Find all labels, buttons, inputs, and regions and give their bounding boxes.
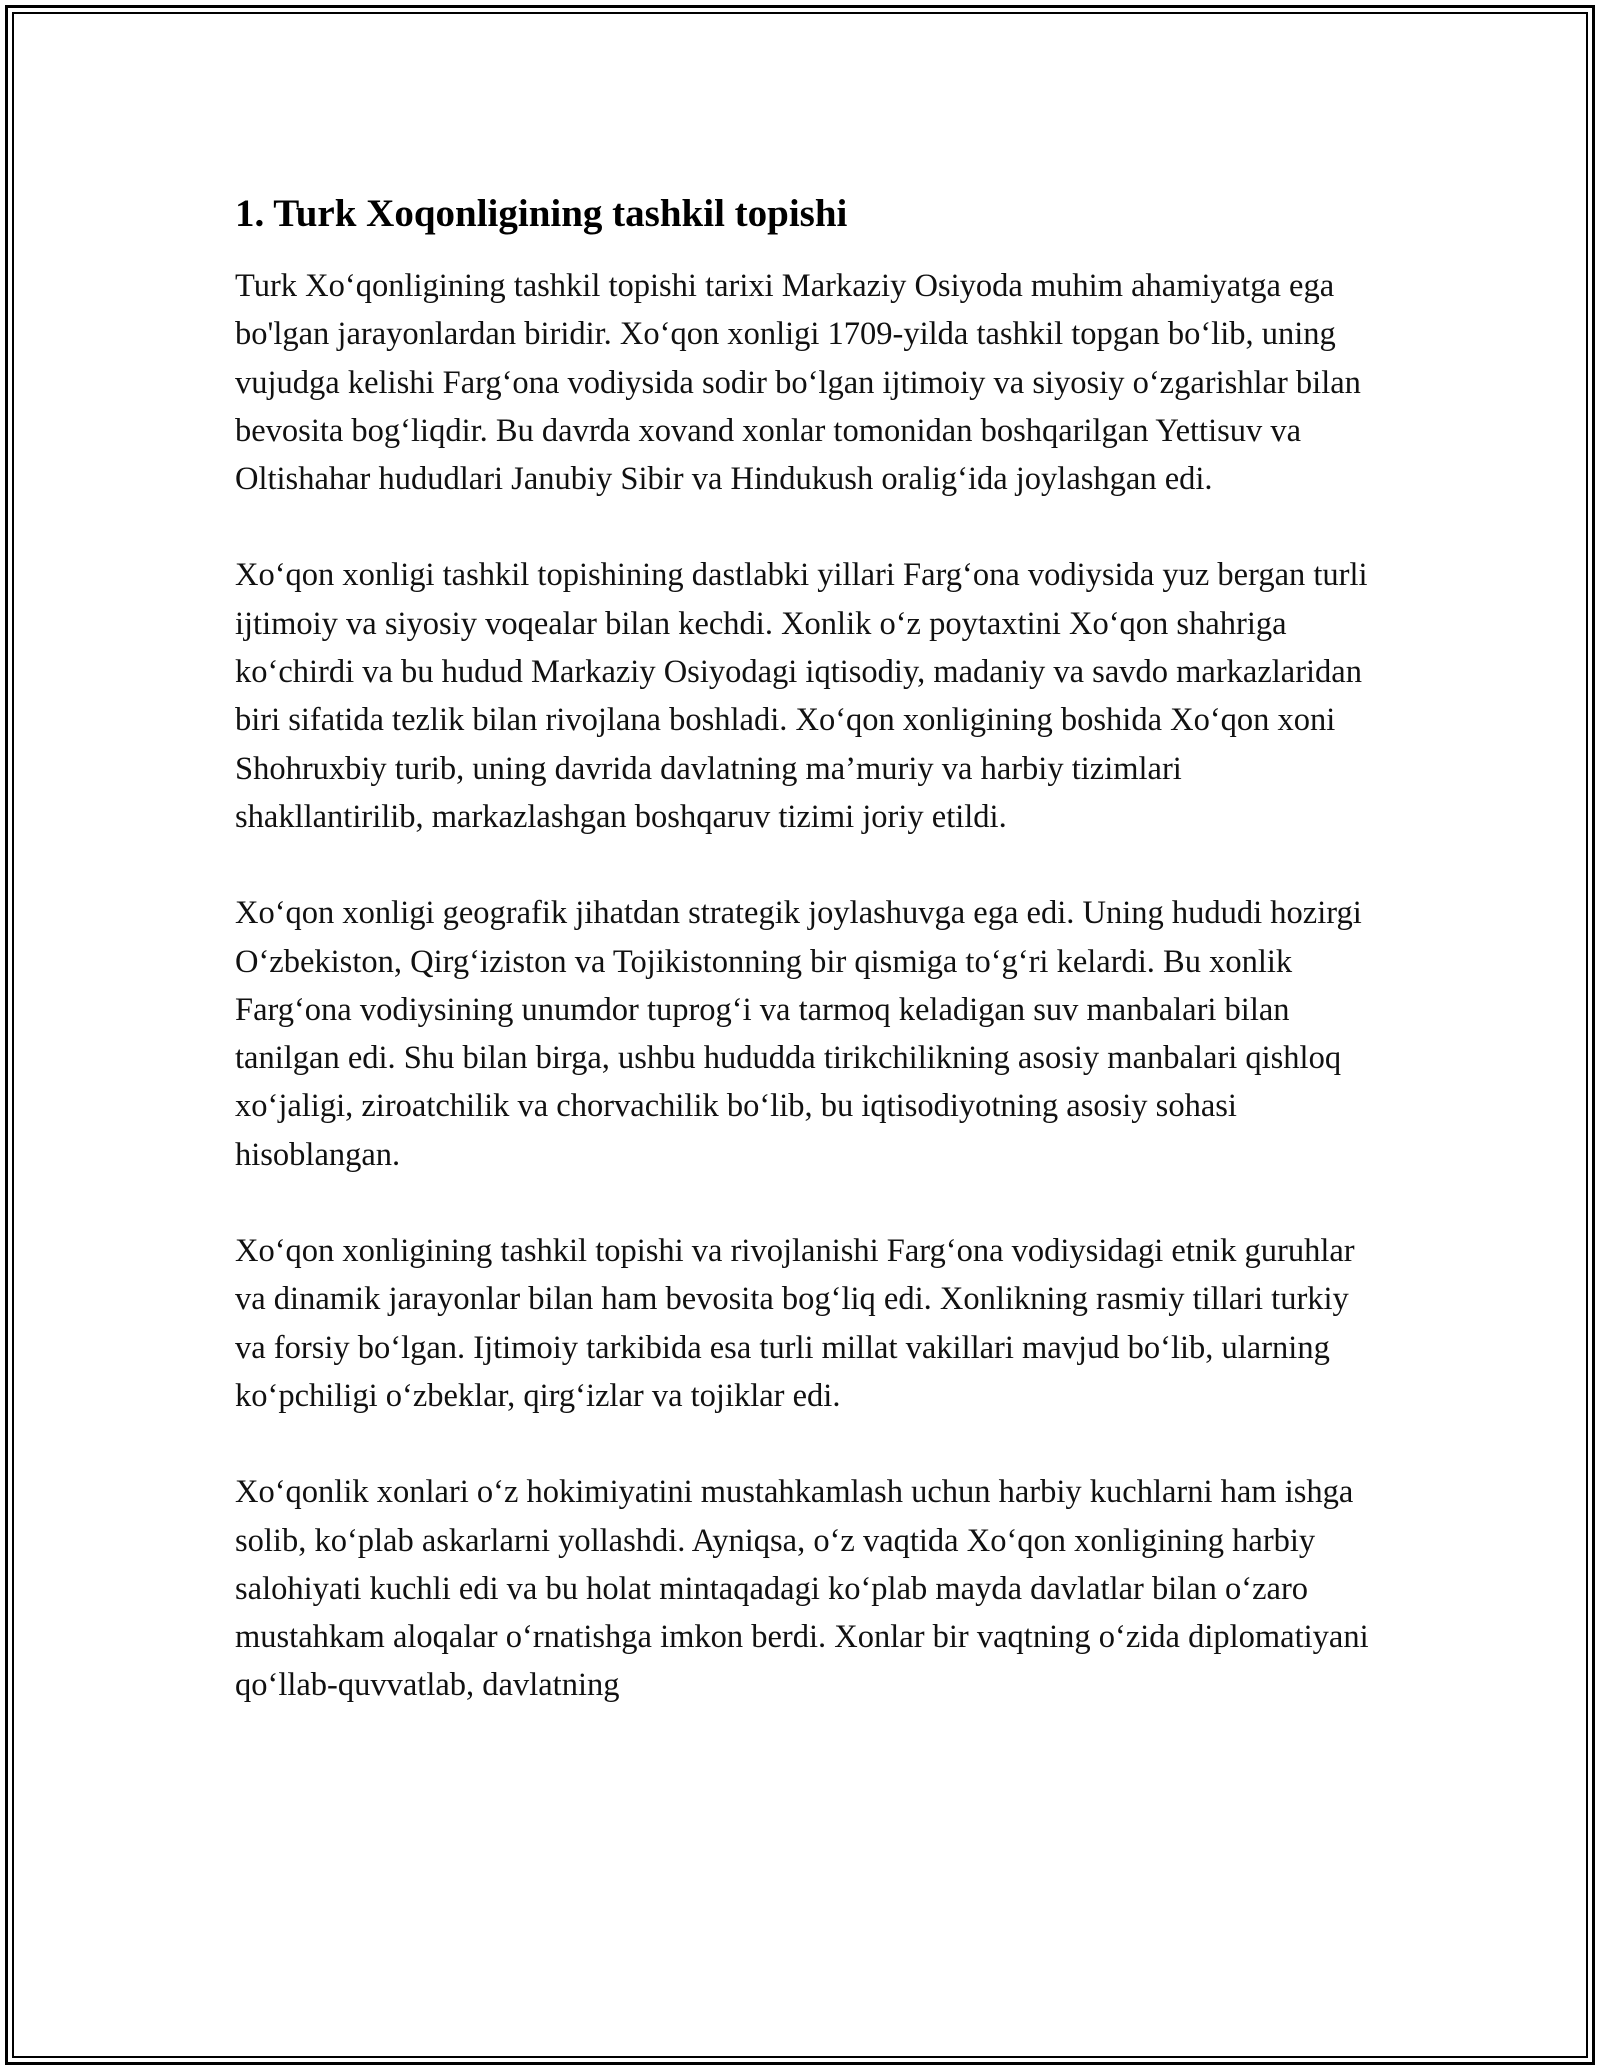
paragraph-2: Xo‘qon xonligi tashkil topishining dastlabki yillari Farg‘ona vodiysida yuz bergan turli ijtimoiy va siyosiy voqealar bilan kechdi. Xonlik o‘z poytaxtini Xo‘qon shahriga ko‘chirdi va bu hudud Markaziy Osiyodagi iqtisodiy, madaniy va savdo markazlaridan biri sifatida tezlik bilan rivojlana boshladi. Xo‘qon xonligining boshida Xo‘qon xoni Shohruxbiy turib, uning davrida davlatning ma’muriy va harbiy tizimlari shakllantirilib, markazlashgan boshqaruv tizimi joriy etildi. [235, 557, 1368, 835]
section-heading: 1. Turk Xoqonligining tashkil topishi [235, 192, 848, 235]
paragraph-4: Xo‘qon xonligining tashkil topishi va rivojlanishi Farg‘ona vodiysidagi etnik guruhlar va dinamik jarayonlar bilan ham bevosita bog‘liq edi. Xonlikning rasmiy tillari turkiy va forsiy bo‘lgan. Ijtimoiy tarkibida esa turli millat vakillari mavjud bo‘lib, ularning ko‘pchiligi o‘zbeklar, qirg‘izlar va tojiklar edi. [235, 1233, 1355, 1414]
paragraph-1: Turk Xo‘qonligining tashkil topishi tarixi Markaziy Osiyoda muhim ahamiyatga ega bo'lgan jarayonlardan biridir. Xo‘qon xonligi 1709-yilda tashkil topgan bo‘lib, uning vujudga kelishi Farg‘ona vodiysida sodir bo‘lgan ijtimoiy va siyosiy o‘zgarishlar bilan bevosita bog‘liqdir. Bu davrda xovand xonlar tomonidan boshqarilgan Yettisuv va Oltishahar hududlari Janubiy Sibir va Hindukush oralig‘ida joylashgan edi. [235, 268, 1361, 498]
document-body [235, 188, 1375, 1758]
paragraph-5: Xo‘qonlik xonlari o‘z hokimiyatini mustahkamlash uchun harbiy kuchlarni ham ishga solib, ko‘plab askarlarni yollashdi. Ayniqsa, o‘z vaqtida Xo‘qon xonligining harbiy salohiyati kuchli edi va bu holat mintaqadagi ko‘plab mayda davlatlar bilan o‘zaro mustahkam aloqalar o‘rnatishga imkon berdi. Xonlar bir vaqtning o‘zida diplomatiyani qo‘llab-quvvatlab, davlatning [235, 1474, 1369, 1704]
paragraph-3: Xo‘qon xonligi geografik jihatdan strategik joylashuvga ega edi. Uning hududi hozirgi O‘zbekiston, Qirg‘iziston va Tojikistonning bir qismiga to‘g‘ri kelardi. Bu xonlik Farg‘ona vodiysining unumdor tuprog‘i va tarmoq keladigan suv manbalari bilan tanilgan edi. Shu bilan birga, ushbu hududda tirikchilikning asosiy manbalari qishloq xo‘jaligi, ziroatchilik va chorvachilik bo‘lib, bu iqtisodiyotning asosiy sohasi hisoblangan. [235, 895, 1362, 1173]
